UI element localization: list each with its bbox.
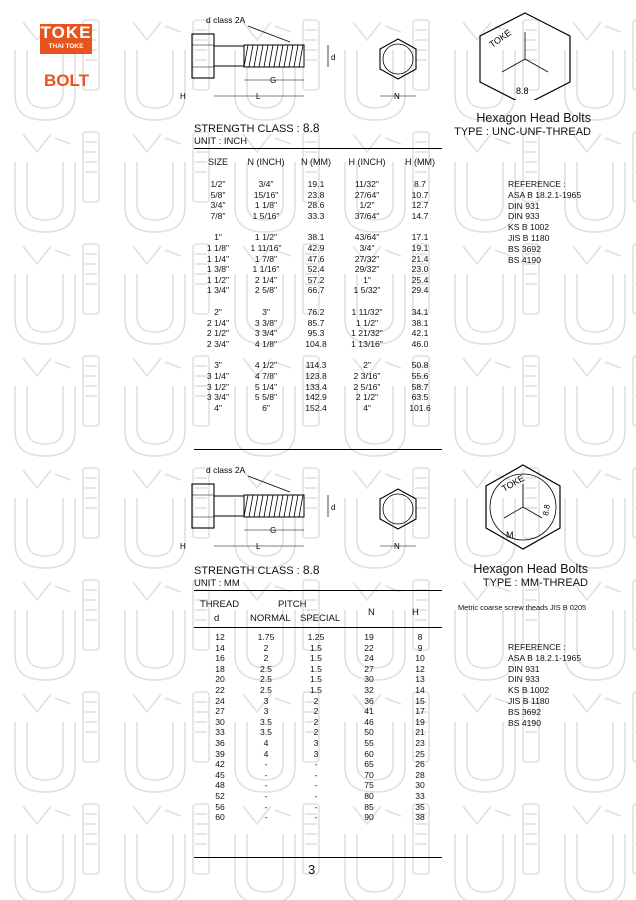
table-cell: 10.7	[411, 189, 429, 200]
table-cell: 2"	[363, 360, 371, 371]
table-row	[198, 674, 444, 685]
table-row	[198, 643, 444, 654]
table-row	[198, 696, 444, 707]
table-cell: 1 1/2"	[206, 274, 230, 285]
table-cell: 22	[364, 642, 374, 653]
table-row	[198, 328, 444, 339]
table-cell: 95.3	[307, 328, 325, 339]
table-cell: 15/16"	[253, 189, 279, 200]
table-cell: 39	[215, 748, 225, 759]
table-cell: 60	[215, 812, 225, 823]
header-special: SPECIAL	[300, 613, 341, 624]
table-cell: 24	[215, 695, 225, 706]
table-cell: 45	[215, 769, 225, 780]
reference-item: BS 3692	[508, 706, 541, 717]
table-row	[198, 780, 444, 791]
table-cell: -	[314, 801, 318, 812]
table-cell: 1.5	[310, 642, 322, 653]
svg-text:TOKE: TOKE	[500, 472, 527, 494]
table-row	[198, 275, 444, 286]
table-cell: 33	[415, 790, 425, 801]
table-row	[198, 318, 444, 329]
brand-name: TOKE	[40, 23, 92, 42]
table-cell: 1 1/16"	[252, 264, 280, 275]
table-cell: 29/32"	[354, 264, 380, 275]
table-cell: 19	[364, 632, 374, 642]
reference-item: REFERENCE :	[508, 642, 566, 652]
table-cell: 76.2	[307, 306, 325, 317]
svg-text:d class 2A: d class 2A	[206, 465, 246, 475]
table-cell: 47.6	[307, 253, 325, 264]
table-cell: 2	[313, 716, 319, 727]
table-row	[198, 812, 444, 823]
svg-text:M: M	[506, 530, 514, 540]
table-cell: 75	[364, 780, 374, 791]
table-cell: -	[264, 812, 268, 823]
table-cell: 9	[417, 642, 423, 653]
table-cell: 30	[415, 780, 425, 791]
reference-item: JIS B 1180	[508, 695, 550, 706]
table-cell: 1 5/16"	[252, 210, 280, 221]
table-cell: 18	[215, 663, 225, 674]
table-row	[198, 285, 444, 296]
table-cell: 14.7	[411, 210, 429, 221]
svg-text:N: N	[394, 92, 400, 101]
table-cell: 1 13/16"	[351, 338, 383, 349]
reference-item: DIN 931	[508, 663, 540, 674]
table-cell: 1 3/4"	[206, 285, 230, 296]
table-row	[198, 738, 444, 749]
table-cell: 1.5	[310, 653, 322, 664]
table-cell: 19	[415, 716, 425, 727]
table-cell: 11/32"	[355, 179, 379, 189]
title-mm: Hexagon Head Bolts	[473, 562, 588, 576]
bolt-side-diagram-inch	[178, 12, 438, 102]
table-cell: 42	[215, 759, 225, 770]
table-cell: 3	[263, 695, 269, 706]
table-cell: 4	[263, 737, 269, 748]
header-n: N	[368, 607, 375, 618]
table-cell: 24	[364, 653, 374, 664]
table-row	[198, 403, 444, 414]
table-cell: 4 7/8"	[254, 370, 278, 381]
table-cell: 33.3	[307, 210, 325, 221]
table-cell: 1 1/8"	[254, 200, 278, 211]
header-h: H	[412, 607, 419, 618]
table-cell: 50	[364, 727, 374, 738]
svg-text:d: d	[331, 53, 336, 62]
table-cell: 4"	[214, 402, 222, 413]
table-cell: 133.4	[305, 381, 327, 392]
inch-header-cell: N (MM)	[301, 157, 331, 167]
reference-item: BS 3692	[508, 243, 541, 254]
table-row	[198, 264, 444, 275]
table-row	[198, 664, 444, 675]
table-row	[198, 706, 444, 717]
svg-text:8.8: 8.8	[516, 86, 529, 96]
table-cell: 25	[415, 748, 425, 759]
table-row	[198, 759, 444, 770]
table-cell: 2 5/16"	[353, 381, 381, 392]
table-cell: 41	[364, 706, 374, 717]
table-cell: -	[264, 790, 268, 801]
table-cell: 101.6	[409, 402, 431, 413]
table-row	[198, 653, 444, 664]
table-cell: 1.25	[307, 632, 325, 642]
table-cell: 30	[215, 716, 225, 727]
table-cell: 85.7	[307, 317, 325, 328]
table-cell: 1 11/16"	[250, 242, 282, 253]
table-cell: 12	[415, 663, 425, 674]
table-cell: 3/4"	[359, 242, 375, 253]
table-cell: 3 3/4"	[254, 328, 278, 339]
table-cell: 2 3/4"	[206, 338, 230, 349]
svg-text:8.8: 8.8	[541, 503, 552, 517]
table-cell: 58.7	[411, 381, 429, 392]
inch-bolt-table	[198, 153, 444, 413]
section-title: BOLT	[44, 71, 90, 90]
table-cell: 48	[215, 780, 225, 791]
table-cell: 50.8	[411, 360, 429, 371]
table-cell: 1 1/2"	[254, 232, 278, 243]
table-cell: 17	[415, 706, 425, 717]
table-cell: 56	[215, 801, 225, 812]
table-cell: 1 1/8"	[206, 242, 230, 253]
table-cell: 42.9	[307, 242, 325, 253]
title-inch: Hexagon Head Bolts	[476, 111, 591, 125]
table-cell: 33	[215, 727, 225, 738]
table-cell: 36	[215, 737, 225, 748]
table-cell: 1.5	[310, 663, 322, 674]
table-cell: 3/4"	[210, 200, 226, 211]
table-cell: 2"	[214, 306, 222, 317]
table-cell: 1"	[214, 232, 222, 243]
table-cell: 14	[215, 642, 225, 653]
table-cell: 104.8	[305, 338, 327, 349]
svg-text:N: N	[394, 542, 400, 551]
table-cell: 23.8	[307, 189, 325, 200]
table-cell: 3/4"	[258, 179, 274, 189]
table-cell: 63.5	[411, 392, 429, 403]
table-cell: 4"	[363, 402, 371, 413]
table-cell: 20	[215, 674, 225, 685]
table-cell: 2	[313, 727, 319, 738]
table-cell: 55.6	[411, 370, 429, 381]
table-cell: 16	[215, 653, 225, 664]
table-cell: 4 1/8"	[254, 338, 278, 349]
table-cell: 10	[415, 653, 425, 664]
table-cell: 57.2	[307, 274, 325, 285]
svg-text:H: H	[180, 92, 186, 101]
table-cell: 1 5/32"	[353, 285, 381, 296]
table-row	[198, 392, 444, 403]
table-cell: 4	[263, 748, 269, 759]
table-cell: 4 1/2"	[254, 360, 278, 371]
rule-top-mm	[194, 590, 442, 591]
table-row	[198, 717, 444, 728]
reference-item: DIN 933	[508, 674, 540, 685]
table-cell: 3 1/4"	[206, 370, 230, 381]
table-row	[198, 190, 444, 201]
table-row	[198, 339, 444, 350]
table-cell: 34.1	[411, 306, 429, 317]
inch-header-cell: H (INCH)	[348, 157, 386, 167]
mm-table-header	[194, 597, 444, 625]
table-cell: 7/8"	[210, 210, 226, 221]
table-cell: 19.1	[307, 179, 325, 189]
table-row	[198, 770, 444, 781]
table-cell: 2	[263, 642, 269, 653]
page-number: 3	[308, 862, 316, 877]
table-cell: 3"	[214, 360, 222, 371]
table-cell: 123.8	[305, 370, 327, 381]
table-row	[198, 791, 444, 802]
inch-header-cell: H (MM)	[405, 157, 435, 167]
brand-subtitle: THAI TOKE	[48, 43, 84, 50]
table-cell: 90	[364, 812, 374, 823]
table-cell: 1 21/32"	[351, 328, 383, 339]
table-cell: 3 1/2"	[206, 381, 230, 392]
table-cell: 21.4	[411, 253, 429, 264]
reference-item: KS B 1002	[508, 222, 550, 233]
unit-label-inch: UNIT : INCH	[194, 136, 248, 147]
table-cell: 13	[415, 674, 425, 685]
table-row	[198, 749, 444, 760]
table-cell: 25.4	[411, 274, 429, 285]
table-cell: 27	[364, 663, 374, 674]
table-cell: 3	[313, 748, 319, 759]
table-cell: 2.5	[260, 684, 272, 695]
table-cell: 21	[415, 727, 425, 738]
table-cell: 46.0	[411, 338, 429, 349]
table-cell: 3 3/4"	[206, 392, 230, 403]
table-row	[198, 685, 444, 696]
table-cell: 12	[215, 632, 225, 642]
table-cell: 23.0	[411, 264, 429, 275]
table-cell: 80	[364, 790, 374, 801]
table-cell: 30	[364, 674, 374, 685]
table-cell: -	[314, 780, 318, 791]
reference-item: JIS B 1180	[508, 232, 550, 243]
table-cell: 1.75	[257, 632, 275, 642]
table-cell: 35	[415, 801, 425, 812]
table-cell: 85	[364, 801, 374, 812]
table-cell: 66.7	[307, 285, 325, 296]
svg-text:G: G	[270, 526, 277, 535]
header-pitch: PITCH	[278, 599, 307, 610]
reference-item: REFERENCE :	[508, 179, 566, 189]
table-cell: -	[264, 780, 268, 791]
table-cell: -	[314, 812, 318, 823]
table-cell: 27	[215, 706, 225, 717]
table-cell: 2.5	[260, 663, 272, 674]
table-cell: 36	[364, 695, 374, 706]
reference-item: DIN 933	[508, 211, 540, 222]
table-cell: 46	[364, 716, 374, 727]
table-cell: 1"	[363, 274, 371, 285]
strength-class-inch: STRENGTH CLASS : 8.8	[194, 121, 320, 135]
table-cell: 14	[415, 684, 425, 695]
type-inch: TYPE : UNC-UNF-THREAD	[454, 126, 591, 138]
strength-class-mm: STRENGTH CLASS : 8.8	[194, 563, 320, 577]
table-cell: 3 3/8"	[254, 317, 278, 328]
unit-label-mm: UNIT : MM	[194, 578, 240, 589]
table-cell: 1 1/4"	[206, 253, 230, 264]
table-cell: 42.1	[411, 328, 429, 339]
table-row	[198, 307, 444, 318]
table-cell: 3"	[262, 306, 270, 317]
table-cell: 70	[364, 769, 374, 780]
reference-list-inch	[508, 179, 581, 265]
svg-text:L: L	[256, 542, 261, 551]
table-row	[198, 360, 444, 371]
table-row	[198, 211, 444, 222]
bolt-side-diagram-mm	[178, 462, 438, 552]
rule-bottom-mm	[194, 857, 442, 858]
table-cell: 2 1/2"	[206, 328, 230, 339]
metric-note: Metric coarse screw theads JIS B 0205	[458, 603, 587, 612]
table-cell: 1/2"	[210, 179, 226, 189]
header-thread: THREAD	[200, 599, 240, 610]
table-cell: 28	[415, 769, 425, 780]
bolt-head-marking-inch	[470, 10, 580, 100]
reference-item: BS 4190	[508, 254, 541, 265]
table-cell: 26	[415, 759, 425, 770]
table-cell: 28.6	[307, 200, 325, 211]
table-cell: 1 7/8"	[254, 253, 278, 264]
table-cell: 5 5/8"	[254, 392, 278, 403]
table-cell: 3.5	[260, 727, 272, 738]
inch-header-cell: SIZE	[207, 157, 228, 167]
table-cell: 38	[415, 812, 425, 823]
reference-item: ASA B 18.2.1-1965	[508, 189, 582, 200]
table-cell: 38.1	[411, 317, 429, 328]
table-cell: 17.1	[411, 232, 429, 243]
table-cell: 60	[364, 748, 374, 759]
reference-item: KS B 1002	[508, 685, 550, 696]
table-cell: 23	[415, 737, 425, 748]
mm-bolt-table	[198, 632, 444, 823]
rule-mid-mm	[194, 627, 442, 628]
header-normal: NORMAL	[250, 613, 291, 624]
table-cell: 8	[417, 632, 423, 642]
table-cell: 52.4	[307, 264, 325, 275]
reference-list-mm	[508, 642, 581, 728]
reference-item: ASA B 18.2.1-1965	[508, 652, 582, 663]
table-cell: 27/64"	[354, 189, 380, 200]
table-cell: 1.5	[310, 674, 322, 685]
table-cell: 2 1/2"	[355, 392, 379, 403]
table-cell: -	[314, 759, 318, 770]
table-row	[198, 802, 444, 813]
table-cell: 142.9	[305, 392, 327, 403]
table-cell: 65	[364, 759, 374, 770]
table-cell: -	[314, 769, 318, 780]
table-cell: 19.1	[411, 242, 429, 253]
table-cell: 114.3	[305, 360, 327, 371]
table-cell: 15	[415, 695, 425, 706]
table-cell: 2	[263, 653, 269, 664]
table-cell: 2 1/4"	[254, 274, 278, 285]
bolt-head-marking-mm	[478, 462, 568, 552]
table-row	[198, 727, 444, 738]
reference-item: BS 4190	[508, 717, 541, 728]
table-cell: 3.5	[260, 716, 272, 727]
table-cell: 3	[313, 737, 319, 748]
table-cell: 1 3/8"	[206, 264, 230, 275]
table-cell: 5 1/4"	[254, 381, 278, 392]
table-cell: 52	[215, 790, 225, 801]
table-cell: -	[314, 790, 318, 801]
table-cell: 22	[215, 684, 225, 695]
table-cell: 8.7	[414, 179, 426, 189]
table-cell: -	[264, 769, 268, 780]
table-cell: -	[264, 801, 268, 812]
table-cell: 5/8"	[210, 189, 226, 200]
table-cell: 1 1/2"	[355, 317, 379, 328]
table-row	[198, 232, 444, 243]
table-cell: 1 11/32"	[351, 306, 383, 317]
table-cell: 12.7	[411, 200, 429, 211]
table-cell: 6"	[262, 402, 270, 413]
rule-top-inch	[194, 148, 442, 149]
table-cell: 2 3/16"	[353, 370, 381, 381]
table-row	[198, 200, 444, 211]
thread-class-label: d class 2A	[206, 15, 246, 25]
svg-text:H: H	[180, 542, 186, 551]
table-row	[198, 243, 444, 254]
svg-text:L: L	[256, 92, 261, 101]
table-cell: 27/32"	[354, 253, 380, 264]
table-cell: 32	[364, 684, 374, 695]
svg-text:d: d	[331, 503, 336, 512]
table-cell: 2 5/8"	[254, 285, 278, 296]
table-cell: 152.4	[305, 402, 327, 413]
table-cell: 37/64"	[354, 210, 380, 221]
table-cell: -	[264, 759, 268, 770]
svg-text:G: G	[270, 76, 277, 85]
table-row	[198, 632, 444, 643]
table-cell: 2	[313, 706, 319, 717]
brand-logo	[40, 24, 92, 54]
table-cell: 29.4	[411, 285, 429, 296]
table-cell: 2 1/4"	[206, 317, 230, 328]
table-row	[198, 371, 444, 382]
table-cell: 43/64"	[354, 232, 380, 243]
table-cell: 3	[263, 706, 269, 717]
table-cell: 2	[313, 695, 319, 706]
table-cell: 38.1	[307, 232, 325, 243]
table-cell: 55	[364, 737, 374, 748]
inch-header-cell: N (INCH)	[247, 157, 285, 167]
svg-text:TOKE: TOKE	[487, 27, 514, 50]
type-mm: TYPE : MM-THREAD	[482, 577, 588, 589]
table-row	[198, 254, 444, 265]
table-row	[198, 179, 444, 190]
table-cell: 1.5	[310, 684, 322, 695]
table-cell: 2.5	[260, 674, 272, 685]
header-d: d	[214, 613, 220, 624]
table-cell: 1/2"	[359, 200, 375, 211]
reference-item: DIN 931	[508, 200, 540, 211]
rule-bottom-inch	[194, 449, 442, 450]
table-row	[198, 382, 444, 393]
